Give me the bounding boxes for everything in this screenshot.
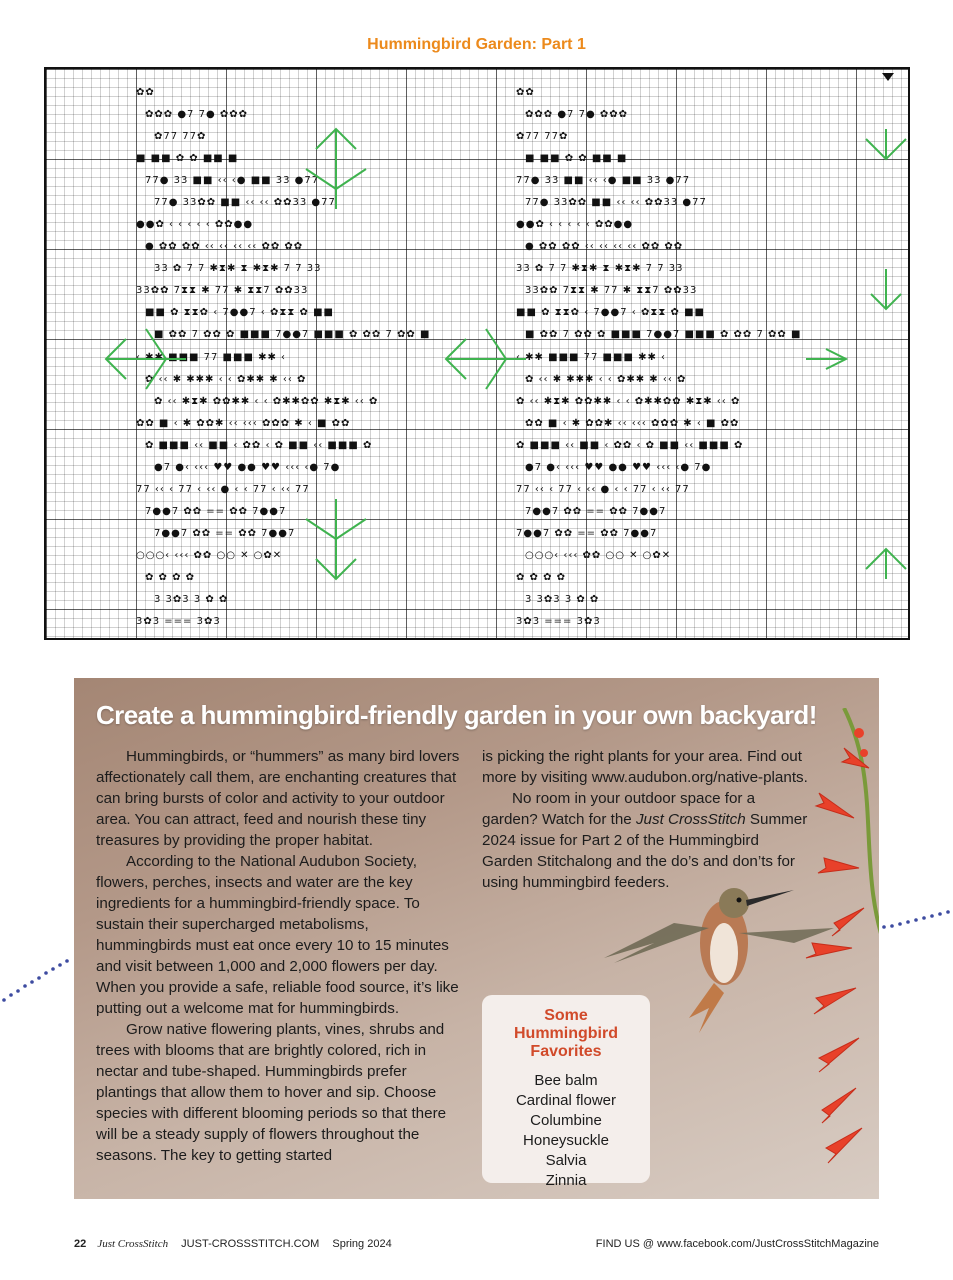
article-left-column — [96, 746, 466, 1166]
list-item: Zinnia — [545, 1172, 587, 1189]
list-item: Honeysuckle — [523, 1132, 609, 1149]
chart-symbol-row: ● ✿✿ ✿✿ ‹‹ ‹‹ ‹‹ ‹‹ ✿✿ ✿✿ — [525, 241, 684, 252]
chart-symbol-row: ‹ ✱✱ ■■■ 77 ■■■ ✱✱ ‹ — [516, 352, 666, 363]
chart-symbol-row: ✿✿✿ ●7 7● ✿✿✿ — [525, 109, 628, 120]
chart-symbol-row: 77 ‹‹ ‹ 77 ‹ ‹‹ ● ‹ ‹ 77 ‹ ‹‹ 77 — [136, 484, 310, 495]
chart-symbol-row: ■■ ✿ ⧗⧗✿ ‹ 7●●7 ‹ ✿⧗⧗ ✿ ■■ — [145, 307, 334, 318]
chart-symbol-row: ●●✿ ‹ ‹ ‹ ‹ ‹ ✿✿●● — [516, 219, 634, 230]
chart-symbol-row: 77 ‹‹ ‹ 77 ‹ ‹‹ ● ‹ ‹ 77 ‹ ‹‹ 77 — [516, 484, 690, 495]
chart-symbol-row: ■ ✿✿ 7 ✿✿ ✿ ■■■ 7●●7 ■■■ ✿ ✿✿ 7 ✿✿ ■ — [525, 329, 802, 340]
decorative-dots-right — [880, 905, 953, 935]
list-item: Salvia — [545, 1152, 587, 1169]
chart-symbol-row: ○○○‹ ‹‹‹ ✿✿ ○○ ✕ ○✿✕ — [525, 550, 672, 561]
chart-symbol-row: ○○○‹ ‹‹‹ ✿✿ ○○ ✕ ○✿✕ — [136, 550, 283, 561]
favorites-title: Some Hummingbird Favorites — [514, 1007, 618, 1060]
footer-social-link[interactable]: FIND US @ www.facebook.com/JustCrossStitchMagazine — [595, 1238, 879, 1250]
chart-symbol-row: ●7 ●‹ ‹‹‹ ♥♥ ●● ♥♥ ‹‹‹ ‹● 7● — [154, 462, 341, 473]
backstitch-line — [306, 499, 366, 579]
chart-symbol-row: ✿77 77✿ — [154, 131, 207, 142]
chart-symbol-row: ■■ ✿ ⧗⧗✿ ‹ 7●●7 ‹ ✿⧗⧗ ✿ ■■ — [516, 307, 705, 318]
backstitch-line — [871, 269, 901, 309]
chart-symbol-row: 77● 33✿✿ ■■ ‹‹ ‹‹ ✿✿33 ●77 — [525, 197, 707, 208]
article-paragraph: Hummingbirds, or “hummers” as many bird lovers affectionately call them, are enchanting creatures that can bring bursts of color and activity to your outdoor area. You can attract, feed and nourish these tiny treasures by providing the proper habitat. — [96, 748, 460, 849]
chart-symbol-row: ✿ ■■■ ‹‹ ■■ ‹ ✿✿ ‹ ✿ ■■ ‹‹ ■■■ ✿ — [516, 440, 744, 451]
decorative-dots-left — [0, 940, 80, 1010]
chart-symbol-row: ✿✿✿ ●7 7● ✿✿✿ — [145, 109, 248, 120]
magazine-name: Just CrossStitch — [97, 1238, 169, 1250]
article-paragraph: According to the National Audubon Society, flowers, perches, insects and water are the key ingredients for a hummingbird-friendly space. To sustain their supercharged metabolisms, hummingbirds must eat once every 10 to 15 minutes and visit between 1,000 and 2,000 flowers per day. When you provide a safe, reliable food source, it’s like putting out a welcome mat for hummingbirds. — [96, 853, 459, 1017]
chart-symbol-row: 7●●7 ✿✿ == ✿✿ 7●●7 — [145, 506, 287, 517]
chart-symbol-row: 3 3✿3 3 ✿ ✿ — [154, 594, 229, 605]
magazine-title-italic: Just CrossStitch — [635, 811, 746, 828]
chart-symbol-row: ●7 ●‹ ‹‹‹ ♥♥ ●● ♥♥ ‹‹‹ ‹● 7● — [525, 462, 712, 473]
article-panel — [74, 678, 879, 1199]
chart-symbol-row: ✿ ✿ ✿ ✿ — [145, 572, 196, 583]
backstitch-line — [446, 329, 526, 389]
chart-symbol-row: ✿ ‹‹ ✱ ✱✱✱ ‹ ‹ ✿✱✱ ✱ ‹‹ ✿ — [145, 374, 307, 385]
chart-symbol-row: 33 ✿ 7 7 ✱⧗✱ ⧗ ✱⧗✱ 7 7 33 — [516, 263, 684, 274]
chart-title: Hummingbird Garden: Part 1 — [367, 36, 586, 53]
chart-symbol-row: ✿77 77✿ — [516, 131, 569, 142]
paragraph-text: Summer 2024 issue for Part 2 of the Hummingbird Garden Stitchalong and the do’s and don’ts for using hummingbird feeders. — [482, 811, 808, 891]
chart-symbol-row: 7●●7 ✿✿ == ✿✿ 7●●7 — [516, 528, 658, 539]
chart-symbol-row: 33 ✿ 7 7 ✱⧗✱ ⧗ ✱⧗✱ 7 7 33 — [154, 263, 322, 274]
chart-symbol-row: 7●●7 ✿✿ == ✿✿ 7●●7 — [154, 528, 296, 539]
list-item: Cardinal flower — [515, 1092, 617, 1109]
backstitch-line — [806, 349, 846, 369]
chart-symbols — [46, 69, 910, 640]
article-paragraph: is picking the right plants for your area. Find out more by visiting www.audubon.org/native-plants. — [482, 748, 808, 786]
chart-symbol-row: ●●✿ ‹ ‹ ‹ ‹ ‹ ✿✿●● — [136, 219, 254, 230]
chart-symbol-row: 3 3✿3 3 ✿ ✿ — [525, 594, 600, 605]
chart-symbol-row: ✿✿ — [136, 87, 155, 98]
chart-symbol-row: ✿ ‹‹ ✱⧗✱ ✿✿✱✱ ‹ ‹ ✿✱✱✿✿ ✱⧗✱ ‹‹ ✿ — [516, 396, 741, 407]
chart-symbol-row: 77● 33✿✿ ■■ ‹‹ ‹‹ ✿✿33 ●77 — [154, 197, 336, 208]
chart-symbol-row: 3✿3 === 3✿3 — [136, 616, 221, 627]
footer-left — [74, 1238, 392, 1250]
website-link[interactable]: JUST-CROSSSTITCH.COM — [181, 1238, 320, 1250]
chart-symbol-row: ✿✿ ■ ‹ ✱ ✿✿✱ ‹‹ ‹‹‹ ✿✿✿ ✱ ‹ ■ ✿✿ — [136, 418, 351, 429]
page-number: 22 — [74, 1238, 87, 1250]
issue-label: Spring 2024 — [332, 1238, 392, 1250]
chart-symbol-row: ✿✿ ■ ‹ ✱ ✿✿✱ ‹‹ ‹‹‹ ✿✿✿ ✱ ‹ ■ ✿✿ — [525, 418, 740, 429]
chart-symbol-row: 77● 33 ■■ ‹‹ ‹● ■■ 33 ●77 — [516, 175, 691, 186]
chart-symbol-row: 3✿3 === 3✿3 — [516, 616, 601, 627]
chart-symbol-row: ● ✿✿ ✿✿ ‹‹ ‹‹ ‹‹ ‹‹ ✿✿ ✿✿ — [145, 241, 304, 252]
chart-symbol-row: ✿ ■■■ ‹‹ ■■ ‹ ✿✿ ‹ ✿ ■■ ‹‹ ■■■ ✿ — [145, 440, 373, 451]
center-arrow-icon — [882, 73, 894, 81]
chart-symbol-row: ■ ✿✿ 7 ✿✿ ✿ ■■■ 7●●7 ■■■ ✿ ✿✿ 7 ✿✿ ■ — [154, 329, 431, 340]
chart-symbol-row: 33✿✿ 7⧗⧗ ✱ 77 ✱ ⧗⧗7 ✿✿33 — [136, 285, 309, 296]
chart-symbol-row: 7●●7 ✿✿ == ✿✿ 7●●7 — [525, 506, 667, 517]
chart-symbol-row: ✿ ✿ ✿ ✿ — [516, 572, 567, 583]
chart-symbol-row: 77● 33 ■■ ‹‹ ‹● ■■ 33 ●77 — [145, 175, 320, 186]
list-item: Columbine — [530, 1112, 602, 1129]
favorites-box — [482, 995, 650, 1189]
backstitch-line — [866, 549, 906, 579]
chart-symbol-row: ‹ ✱✱ ■■■ 77 ■■■ ✱✱ ‹ — [136, 352, 286, 363]
article-heading: Create a hummingbird-friendly garden in your own backyard! — [96, 700, 817, 730]
article-paragraph: Grow native flowering plants, vines, shrubs and trees with blooms that are brightly colored, rich in nectar and tube-shaped. Hummingbirds prefer plantings that allow them to hover and sip. Choose species with different blooming periods so that there will be a steady supply of flowers throughout the seasons. The key to getting started — [96, 1021, 447, 1164]
backstitch-line — [866, 129, 906, 159]
chart-symbol-row: ■ ■■ ✿ ✿ ■■ ■ — [525, 153, 628, 164]
chart-symbol-row: ■ ■■ ✿ ✿ ■■ ■ — [136, 153, 239, 164]
list-item: Bee balm — [534, 1072, 598, 1089]
cross-stitch-chart — [44, 67, 910, 640]
chart-symbol-row: ✿✿ — [516, 87, 535, 98]
favorites-list — [482, 1071, 650, 1191]
chart-symbol-row: ✿ ‹‹ ✱⧗✱ ✿✿✱✱ ‹ ‹ ✿✱✱✿✿ ✱⧗✱ ‹‹ ✿ — [154, 396, 379, 407]
paragraph-text: No room in your outdoor space for a garden? Watch for the — [482, 790, 756, 828]
chart-symbol-row: 33✿✿ 7⧗⧗ ✱ 77 ✱ ⧗⧗7 ✿✿33 — [525, 285, 698, 296]
chart-symbol-row: ✿ ‹‹ ✱ ✱✱✱ ‹ ‹ ✿✱✱ ✱ ‹‹ ✿ — [525, 374, 687, 385]
